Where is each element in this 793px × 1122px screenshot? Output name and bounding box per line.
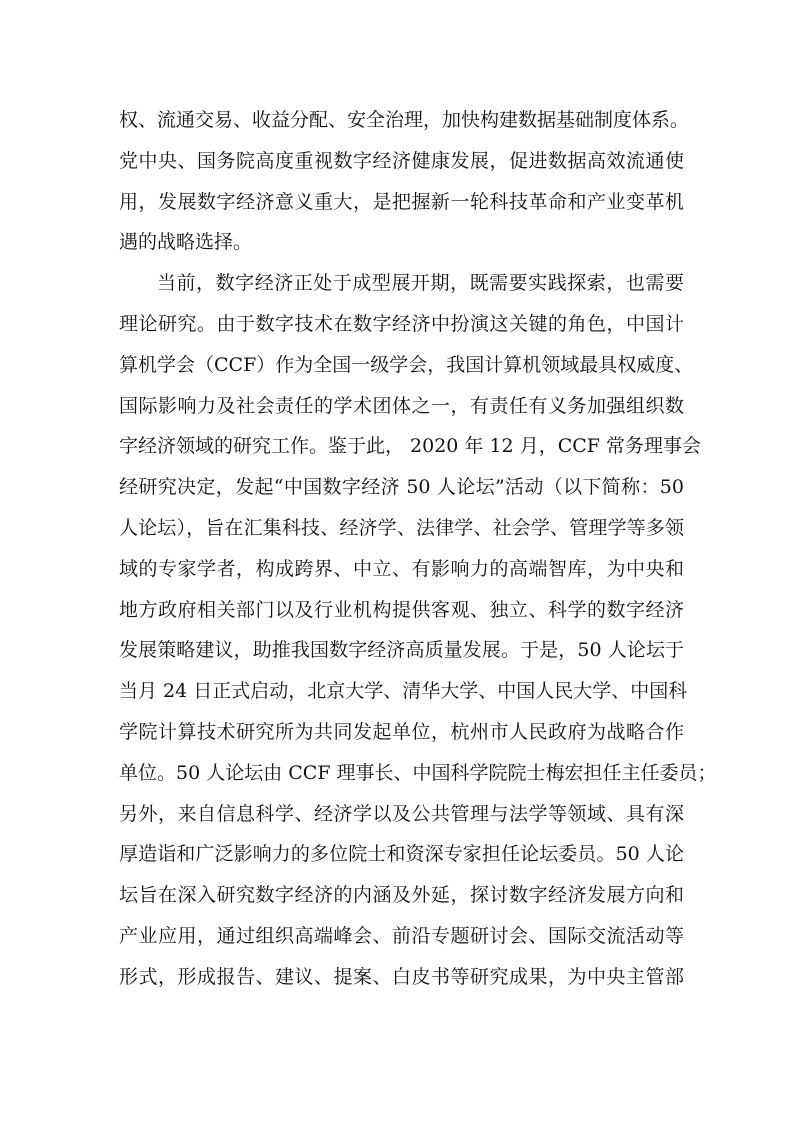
text-line: 产业应用，通过组织高端峰会、前沿专题研讨会、国际交流活动等 bbox=[119, 924, 684, 947]
text-line: 发展策略建议，助推我国数字经济高质量发展。于是，50 人论坛于 bbox=[119, 639, 684, 662]
text-line: 坛旨在深入研究数字经济的内涵及外延，探讨数字经济发展方向和 bbox=[119, 884, 684, 907]
text-line: 形式，形成报告、建议、提案、白皮书等研究成果，为中央主管部 bbox=[119, 965, 684, 988]
text-line: 人论坛），旨在汇集科技、经济学、法律学、社会学、管理学等多领 bbox=[119, 516, 684, 539]
text-line: 厚造诣和广泛影响力的多位院士和资深专家担任论坛委员。50 人论 bbox=[119, 843, 684, 866]
text-line: 学院计算技术研究所为共同发起单位，杭州市人民政府为战略合作 bbox=[119, 720, 684, 743]
text-line: 字经济领域的研究工作。鉴于此， 2020 年 12 月，CCF 常务理事会 bbox=[119, 435, 701, 458]
text-line: 用，发展数字经济意义重大，是把握新一轮科技革命和产业变革机 bbox=[119, 190, 684, 213]
text-line: 权、流通交易、收益分配、安全治理，加快构建数据基础制度体系。 bbox=[119, 109, 690, 131]
paragraph-start-line: 当前，数字经济正处于成型展开期，既需要实践探索，也需要 bbox=[157, 272, 684, 295]
text-line: 算机学会（CCF）作为全国一级学会，我国计算机领域最具权威度、 bbox=[119, 353, 694, 376]
body-text bbox=[119, 100, 717, 998]
text-line: 域的专家学者，构成跨界、中立、有影响力的高端智库，为中央和 bbox=[119, 557, 684, 580]
text-line: 单位。50 人论坛由 CCF 理事长、中国科学院院士梅宏担任主任委员； bbox=[119, 761, 717, 784]
text-line: 地方政府相关部门以及行业机构提供客观、独立、科学的数字经济 bbox=[119, 598, 684, 621]
text-line: 党中央、国务院高度重视数字经济健康发展，促进数据高效流通使 bbox=[119, 149, 684, 172]
text-line: 另外，来自信息科学、经济学以及公共管理与法学等领域、具有深 bbox=[119, 802, 684, 825]
text-line: 理论研究。由于数字技术在数字经济中扮演这关键的角色，中国计 bbox=[119, 312, 684, 335]
text-line: 遇的战略选择。 bbox=[119, 231, 253, 254]
text-line: 经研究决定，发起“中国数字经济 50 人论坛”活动（以下简称：50 bbox=[119, 476, 684, 499]
text-line: 当月 24 日正式启动，北京大学、清华大学、中国人民大学、中国科 bbox=[119, 680, 688, 703]
text-line: 国际影响力及社会责任的学术团体之一，有责任有义务加强组织数 bbox=[119, 394, 684, 417]
